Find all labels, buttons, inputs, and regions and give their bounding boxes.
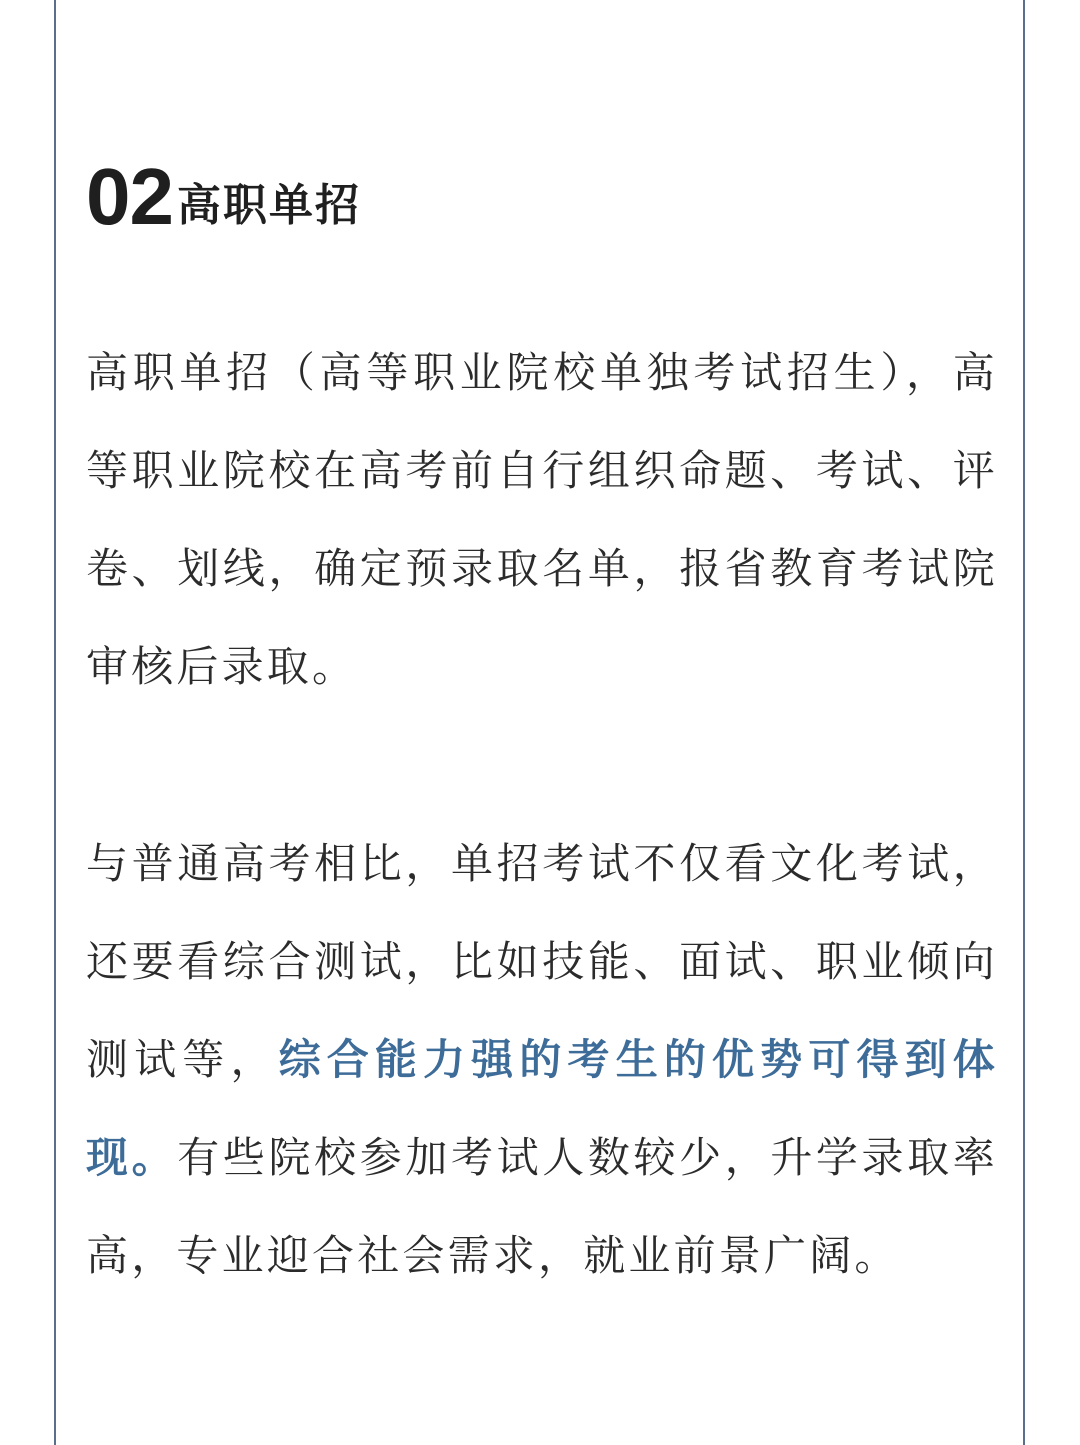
section-title: 高职单招 <box>176 180 361 231</box>
paragraph-comparison-text-end: 有些院校参加考试人数较少，升学录取率高，专业迎合社会需求，就业前景广阔。 <box>86 1133 998 1280</box>
paragraph-comparison <box>86 815 998 1305</box>
paragraph-definition: 高职单招（高等职业院校单独考试招生），高等职业院校在高考前自行组织命题、考试、评卷、划线，确定预录取名单，报省教育考试院审核后录取。 <box>86 348 998 691</box>
right-border-line <box>1023 0 1025 1445</box>
left-border-line <box>54 0 56 1445</box>
highlighted-text: 综合能力强的考生的优势可得到体现。 <box>86 1035 998 1182</box>
section-number: 02 <box>86 152 173 241</box>
section-heading <box>86 150 361 240</box>
paragraph-comparison-text: 与普通高考相比，单招考试不仅看文化考试，还要看综合测试，比如技能、面试、职业倾向测试等， <box>86 839 998 1084</box>
